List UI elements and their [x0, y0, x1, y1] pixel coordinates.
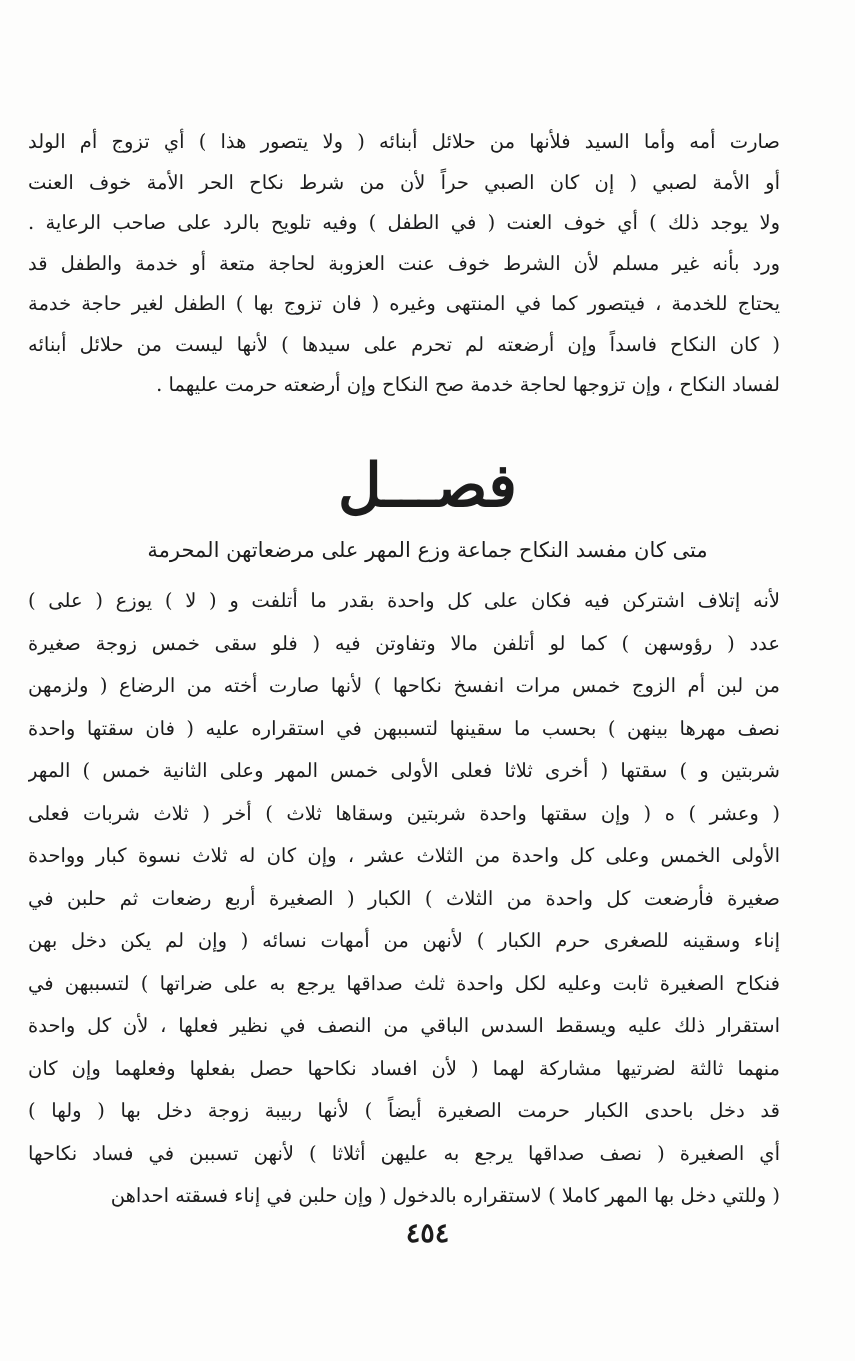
text-line: فنكاح الصغيرة ثابت وعليه لكل واحدة ثلث صداقها يرجع به على ضراتها ) لتسببهن في: [28, 971, 780, 995]
text-line: أي الصغيرة ( نصف صداقها يرجع به عليهن أثلاثا ) لأنهن تسببن في فساد نكاحها: [28, 1141, 780, 1165]
text-line: صغيرة فأرضعت كل واحدة من الثلاث ) الكبار ( الصغيرة أربع رضعات ثم حلبن في: [28, 886, 780, 910]
text-line: من لبن أم الزوج خمس مرات انفسخ نكاحها ) لأنها صارت أخته من الرضاع ( ولزمهن: [28, 674, 780, 697]
text-line: لأنه إتلاف اشتركن فيه فكان على كل واحدة بقدر ما أتلفت و ( لا ) يوزع ( على ): [28, 589, 780, 612]
text-line: صارت أمه وأما السيد فلأنها من حلائل أبنائه ( ولا يتصور هذا ) أي تزوج أم الولد: [28, 130, 780, 153]
section-subtitle: متى كان مفسد النكاح جماعة وزع المهر على مرضعاتهن المحرمة: [147, 538, 708, 562]
text-line: الأولى الخمس وعلى كل واحدة من الثلاث عشر ، وإن كان له ثلاث نسوة كبار وواحدة: [28, 844, 780, 867]
text-line: منهما ثالثة لضرتيها مشاركة لهما ( لأن افساد نكاحها حصل بفعلها وفعلهما وإن كان: [28, 1056, 780, 1080]
section-heading: فصـــل: [338, 451, 517, 521]
text-line: نصف مهرها بينهن ) بحسب ما سقينها لتسببهن في استقراره عليه ( فان سقتها واحدة: [28, 716, 780, 740]
text-line: لفساد النكاح ، وإن تزوجها لحاجة خدمة صح النكاح وإن أرضعته حرمت عليهما .: [156, 373, 780, 396]
text-line: أو الأمة لصبي ( إن كان الصبي حراً لأن من شرط نكاح الحر الأمة خوف العنت: [28, 170, 780, 194]
paragraph-2: [28, 580, 780, 1218]
text-line: ولا يوجد ذلك ) أي خوف العنت ( في الطفل ) وفيه تلويح بالرد على صاحب الرعاية .: [28, 211, 780, 234]
text-line: عدد ( رؤوسهن ) كما لو أتلفن مالا وتفاوتن فيه ( فلو سقى خمس زوجة صغيرة: [28, 631, 780, 655]
text-line: ( كان النكاح فاسداً وإن أرضعته لم تحرم على سيدها ) لأنها ليست من حلائل أبنائه: [28, 332, 780, 356]
text-line: قد دخل باحدى الكبار حرمت الصغيرة أيضاً ) لأنها ربيبة زوجة دخل بها ( ولها ): [28, 1099, 780, 1122]
text-line: يحتاج للخدمة ، فيتصور كما في المنتهى وغيره ( فان تزوج بها ) الطفل لغير حاجة خدمة: [28, 292, 780, 315]
text-line: شربتين و ) سقتها ( أخرى ثلاثا فعلى الأولى خمس المهر وعلى الثانية خمس ) المهر: [28, 759, 780, 782]
page-number: ٤٥٤: [405, 1218, 450, 1249]
text-line: ورد بأنه غير مسلم لأن الشرط خوف عنت العزوبة لحاجة متعة أو خدمة والطفل قد: [28, 251, 780, 275]
text-line: استقرار ذلك عليه ويسقط السدس الباقي من النصف في نظير فعلها ، لأن كل واحدة: [28, 1014, 780, 1037]
text-line: ( وعشر ) ه ( وإن سقتها واحدة شربتين وسقاها ثلاث ) أخر ( ثلاث شربات فعلى: [28, 801, 780, 825]
text-line: إناء وسقينه للصغرى حرم الكبار ) لأنهن من أمهات نسائه ( وإن لم يكن دخل بهن: [28, 929, 780, 952]
paragraph-1: [28, 122, 780, 406]
text-line: ( وللتي دخل بها المهر كاملا ) لاستقراره بالدخول ( وإن حلبن في إناء فسقته احداهن: [110, 1184, 780, 1207]
